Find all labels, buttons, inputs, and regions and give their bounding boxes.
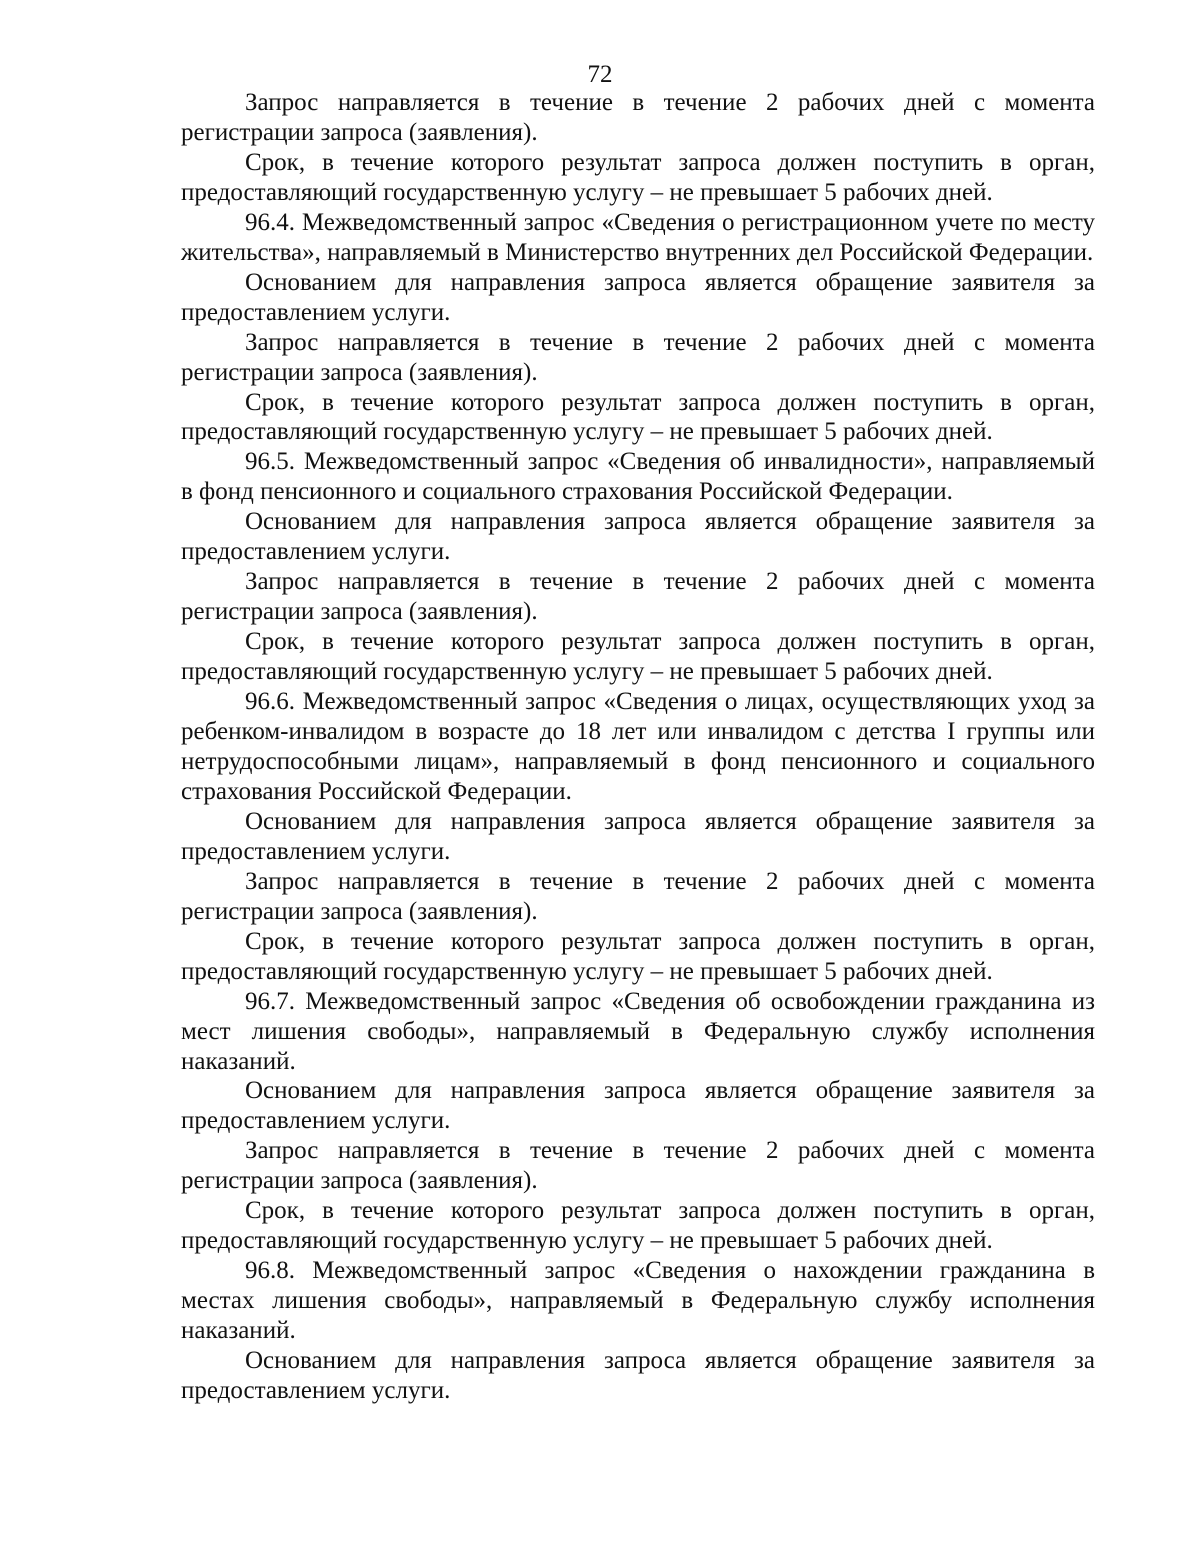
paragraph: Основанием для направления запроса является обращение заявителя за предоставлением услуги. bbox=[181, 1347, 1095, 1404]
paragraph-section-96-6: 96.6. Межведомственный запрос «Сведения о лицах, осуществляющих уход за ребенком-инвалидом в возрасте до 18 лет или инвалидом с детства I группы или нетрудоспособными лицам», направляемый в фонд пенсионного и социального страхования Российской Федерации. bbox=[181, 688, 1095, 805]
paragraph: Срок, в течение которого результат запроса должен поступить в орган, предоставляющий государственную услугу – не превышает 5 рабочих дней. bbox=[181, 148, 1095, 206]
paragraph: Запрос направляется в течение в течение 2 рабочих дней с момента регистрации запроса (заявления). bbox=[181, 89, 1095, 146]
page-number: 72 bbox=[587, 61, 613, 88]
paragraph: Основанием для направления запроса является обращение заявителя за предоставлением услуги. bbox=[181, 268, 1095, 326]
paragraph: Срок, в течение которого результат запроса должен поступить в орган, предоставляющий государственную услугу – не превышает 5 рабочих дней. bbox=[181, 1197, 1095, 1255]
paragraph: Основанием для направления запроса является обращение заявителя за предоставлением услуги. bbox=[181, 1077, 1095, 1135]
paragraph-section-96-8: 96.8. Межведомственный запрос «Сведения о нахождении гражданина в местах лишения свободы», направляемый в Федеральную службу исполнения наказаний. bbox=[181, 1257, 1095, 1345]
paragraph: Запрос направляется в течение в течение 2 рабочих дней с момента регистрации запроса (заявления). bbox=[181, 568, 1095, 626]
paragraph: Основанием для направления запроса является обращение заявителя за предоставлением услуги. bbox=[181, 508, 1095, 566]
paragraph: Запрос направляется в течение в течение 2 рабочих дней с момента регистрации запроса (заявления). bbox=[181, 328, 1095, 386]
document-body bbox=[181, 88, 1095, 1406]
paragraph-section-96-5: 96.5. Межведомственный запрос «Сведения об инвалидности», направляемый в фонд пенсионного и социального страхования Российской Федерации. bbox=[181, 448, 1095, 506]
paragraph: Запрос направляется в течение в течение 2 рабочих дней с момента регистрации запроса (заявления). bbox=[181, 1137, 1095, 1195]
paragraph: Срок, в течение которого результат запроса должен поступить в орган, предоставляющий государственную услугу – не превышает 5 рабочих дней. bbox=[181, 927, 1095, 985]
paragraph: Срок, в течение которого результат запроса должен поступить в орган, предоставляющий государственную услугу – не превышает 5 рабочих дней. bbox=[181, 388, 1095, 446]
paragraph-section-96-7: 96.7. Межведомственный запрос «Сведения об освобождении гражданина из мест лишения свободы», направляемый в Федеральную службу исполнения наказаний. bbox=[181, 987, 1095, 1075]
paragraph: Срок, в течение которого результат запроса должен поступить в орган, предоставляющий государственную услугу – не превышает 5 рабочих дней. bbox=[181, 628, 1095, 686]
paragraph-section-96-4: 96.4. Межведомственный запрос «Сведения о регистрационном учете по месту жительства», направляемый в Министерство внутренних дел Российской Федерации. bbox=[181, 208, 1095, 266]
paragraph: Основанием для направления запроса является обращение заявителя за предоставлением услуги. bbox=[181, 807, 1095, 865]
paragraph: Запрос направляется в течение в течение 2 рабочих дней с момента регистрации запроса (заявления). bbox=[181, 867, 1095, 925]
